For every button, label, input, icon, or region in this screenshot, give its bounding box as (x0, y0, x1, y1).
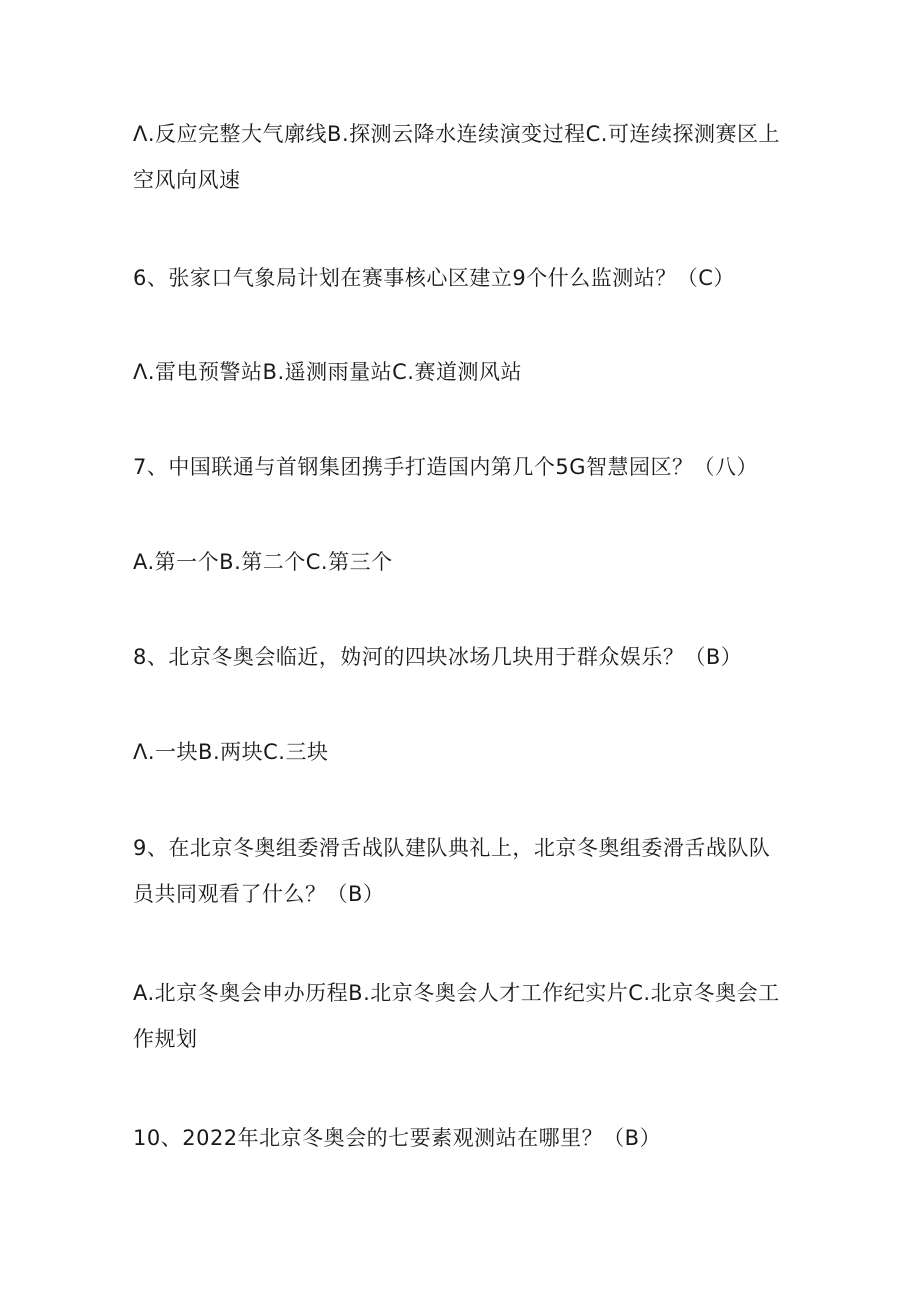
question-9: 9、在北京冬奥组委滑舌战队建队典礼上，北京冬奥组委滑舌战队队员共同观看了什么？（B） (133, 836, 771, 906)
option-line-q7: A.第一个B.第二个C.第三个 (133, 550, 393, 574)
question-10: 10、2022年北京冬奥会的七要素观测站在哪里？（B） (133, 1126, 662, 1150)
question-7: 7、中国联通与首钢集团携手打造国内第几个5G智慧园区？（八） (133, 455, 758, 479)
option-line-q5: Λ.反应完整大气廓线B.探测云降水连续演变过程C.可连续探测赛区上空风向风速 (133, 122, 780, 192)
question-6: 6、张家口气象局计划在赛事核心区建立9个什么监测站？（C） (133, 266, 735, 290)
question-8: 8、北京冬奥会临近，妫河的四块冰场几块用于群众娱乐？（B） (133, 645, 743, 669)
option-line-q8: Λ.一块B.两块C.三块 (133, 740, 329, 764)
option-line-q6: Λ.雷电预警站B.遥测雨量站C.赛道测风站 (133, 360, 522, 384)
option-line-q9: A.北京冬奥会申办历程B.北京冬奥会人才工作纪实片C.北京冬奥会工作规划 (133, 981, 780, 1051)
